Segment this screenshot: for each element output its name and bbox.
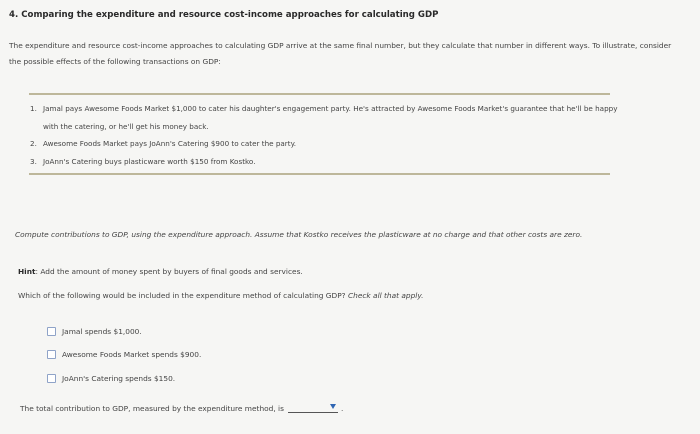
option-jamal[interactable]: [47, 327, 142, 336]
which-question-instruction: Check all that apply.: [347, 291, 424, 300]
total-contribution-text: The total contribution to GDP, measured by the expenditure method, is: [20, 404, 284, 413]
transaction-item: [30, 100, 620, 135]
total-contribution-line: [20, 403, 343, 413]
which-question-text: Which of the following would be included in the expenditure method of calculating GDP?: [18, 291, 348, 300]
option-label: Awesome Foods Market spends $900.: [62, 350, 202, 359]
compute-prompt: Compute contributions to GDP, using the expenditure approach. Assume that Kostko receives the plasticware at no charge and that other costs are zero.: [15, 230, 583, 239]
transactions-list: [30, 100, 620, 170]
transactions-bottom-rule: [29, 173, 610, 175]
option-awesome-foods[interactable]: [47, 350, 201, 359]
option-checkbox[interactable]: [47, 350, 56, 359]
hint-label: Hint: [18, 267, 36, 276]
transaction-item: [30, 153, 620, 171]
transaction-text: Jamal pays Awesome Foods Market $1,000 to cater his daughter's engagement party. He's attracted by Awesome Foods Market's guarantee that he'll be happy with the catering, or he'll get his money back.: [43, 104, 618, 131]
option-checkbox[interactable]: [47, 327, 56, 336]
transaction-text: JoAnn's Catering buys plasticware worth $150 from Kostko.: [43, 156, 256, 166]
transactions-top-rule: [29, 93, 610, 95]
hint-text: : Add the amount of money spent by buyers of final goods and services.: [35, 267, 303, 276]
transaction-number: 3.: [30, 156, 37, 166]
chevron-down-icon: [330, 404, 336, 409]
question-title: 4. Comparing the expenditure and resource cost-income approaches for calculating GDP: [9, 10, 439, 20]
question-intro: The expenditure and resource cost-income approaches to calculating GDP arrive at the same final number, but they calculate that number in different ways. To illustrate, consider the possible effects of the following transactions on GDP:: [9, 41, 672, 66]
option-checkbox[interactable]: [47, 374, 56, 383]
total-contribution-dropdown[interactable]: [288, 403, 338, 413]
sentence-period: .: [340, 404, 344, 413]
transaction-number: 1.: [30, 104, 37, 113]
hint-line: [18, 267, 303, 276]
option-joann[interactable]: [47, 374, 175, 383]
transaction-number: 2.: [30, 139, 37, 148]
which-question: [18, 291, 424, 300]
option-label: JoAnn's Catering spends $150.: [62, 374, 176, 383]
option-label: Jamal spends $1,000.: [62, 327, 142, 336]
transaction-item: [30, 135, 620, 153]
transaction-text: Awesome Foods Market pays JoAnn's Catering $900 to cater the party.: [43, 139, 297, 148]
